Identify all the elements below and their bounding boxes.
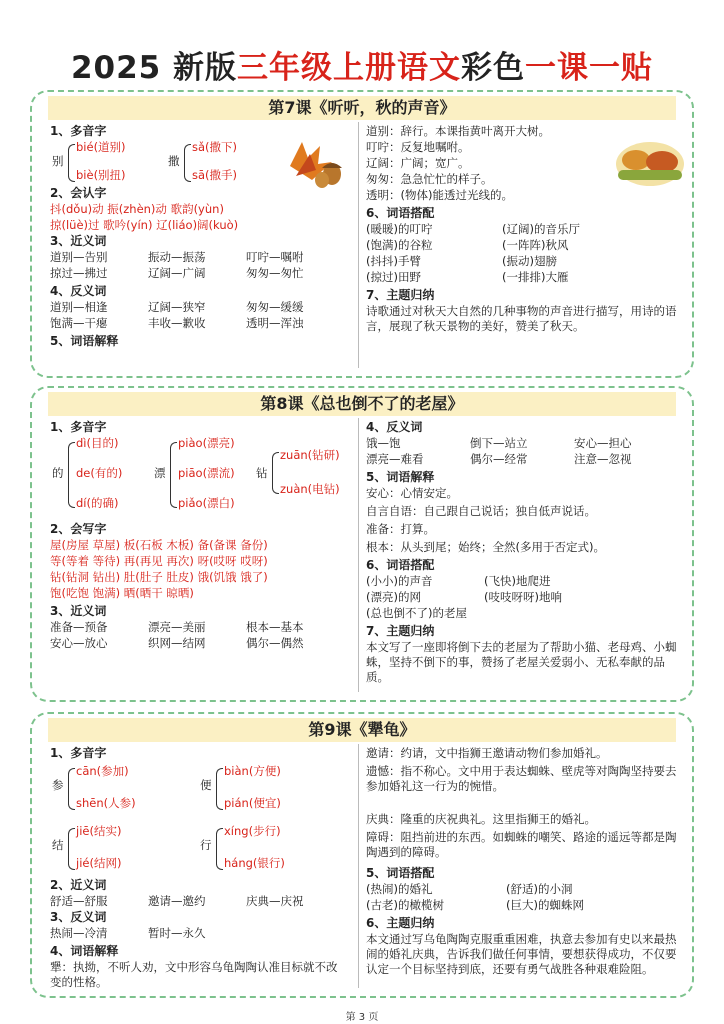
recognize-line: 掠(lüè)过 歌吟(yín) 辽(liáo)阔(kuò) <box>50 218 239 232</box>
collocation: (抖抖)手臂 <box>366 254 421 268</box>
explanation: 安心：心情安定。 <box>366 486 458 500</box>
collocation: (舒适)的小洞 <box>506 882 573 896</box>
lesson9-left <box>50 744 350 990</box>
poly-reading: biè(别扭) <box>76 168 126 182</box>
explanation: 道别：辞行。本课指黄叶离开大树。 <box>366 124 550 138</box>
poly-reading: piāo(漂流) <box>178 466 235 480</box>
poly-reading: piǎo(漂白) <box>178 496 235 510</box>
poly-char: 结 <box>52 838 64 852</box>
section-title: 3、近义词 <box>50 234 107 248</box>
antonym-pair: 热闹—冷清 <box>50 926 108 940</box>
lesson9-heading: 第9课《犟龟》 <box>48 718 676 742</box>
section-title: 2、会写字 <box>50 522 107 536</box>
lesson9-divider <box>358 744 359 988</box>
synonym-pair: 叮咛—嘱咐 <box>246 250 304 264</box>
poly-reading: zuàn(电钻) <box>280 482 340 496</box>
collocation: (总也倒不了)的老屋 <box>366 606 467 620</box>
poly-reading: piào(漂亮) <box>178 436 235 450</box>
write-line: 钻(钻洞 钻出) 肚(肚子 肚皮) 饿(饥饿 饿了) <box>50 570 268 584</box>
section-title: 4、反义词 <box>366 420 423 434</box>
lesson8-heading: 第8课《总也倒不了的老屋》 <box>48 392 676 416</box>
poly-char: 行 <box>200 838 212 852</box>
collocation: (小小)的声音 <box>366 574 433 588</box>
antonym-pair: 辽阔—狭窄 <box>148 300 206 314</box>
write-line: 饱(吃饱 饱满) 晒(晒干 晾晒) <box>50 586 194 600</box>
brace <box>68 768 75 810</box>
poly-char: 漂 <box>154 466 166 480</box>
antonym-pair: 倒下—站立 <box>470 436 528 450</box>
title-part1: 新版 <box>173 50 238 86</box>
autumn-landscape-icon <box>614 140 686 188</box>
brace <box>170 442 177 508</box>
section-title: 4、词语解释 <box>50 944 119 958</box>
collocation: (辽阔)的音乐厅 <box>502 222 580 236</box>
section-title: 7、主题归纳 <box>366 624 435 638</box>
poly-reading: dì(目的) <box>76 436 119 450</box>
synonym-pair: 舒适—舒服 <box>50 894 108 908</box>
synonym-pair: 准备—预备 <box>50 620 108 634</box>
poly-reading: xíng(步行) <box>224 824 281 838</box>
lesson8-card <box>30 386 694 702</box>
poly-char: 参 <box>52 778 64 792</box>
poly-char: 钻 <box>256 466 268 480</box>
antonym-pair: 安心—担心 <box>574 436 632 450</box>
explanation: 犟：执拗，不听人劝，文中形容乌龟陶陶认准目标就不改变的性格。 <box>50 960 338 989</box>
explanation: 匆匆：急急忙忙的样子。 <box>366 172 493 186</box>
collocation: (漂亮)的网 <box>366 590 421 604</box>
synonym-pair: 匆匆—匆忙 <box>246 266 304 280</box>
title-part3: 彩色 <box>461 50 526 86</box>
section-title: 6、词语搭配 <box>366 206 435 220</box>
lesson7-divider <box>358 122 359 368</box>
poly-reading: biàn(方便) <box>224 764 281 778</box>
section-title: 5、词语解释 <box>50 334 119 348</box>
poly-reading: háng(银行) <box>224 856 285 870</box>
theme-summary: 诗歌通过对秋天大自然的几种事物的声音进行描写，用诗的语言，展现了秋天景物的美好，赞美了秋天。 <box>366 304 677 333</box>
brace <box>68 442 75 508</box>
page-number: 第 3 页 <box>345 1012 379 1023</box>
collocation: (暖暖)的叮咛 <box>366 222 433 236</box>
title-part2: 三年级上册语文 <box>237 50 462 86</box>
poly-char: 撒 <box>168 154 180 168</box>
brace <box>184 144 191 182</box>
collocation: (掠过)田野 <box>366 270 421 284</box>
section-title: 2、会认字 <box>50 186 107 200</box>
antonym-pair: 饿—饱 <box>366 436 401 450</box>
explanation: 透明：(物体)能透过光线的。 <box>366 188 513 202</box>
explanation: 自言自语：自己跟自己说话；独自低声说话。 <box>366 504 596 518</box>
lesson7-left <box>50 122 350 370</box>
brace <box>272 452 279 494</box>
explanation: 障碍：阻挡前进的东西。如蜘蛛的嘲笑、路途的遥远等都是陶陶遇到的障碍。 <box>366 830 677 859</box>
explanation: 邀请：约请，文中指狮王邀请动物们参加婚礼。 <box>366 746 608 760</box>
poly-reading: shēn(人参) <box>76 796 136 810</box>
collocation: (飞快)地爬进 <box>484 574 551 588</box>
antonym-pair: 漂亮—难看 <box>366 452 424 466</box>
explanation: 遗憾：指不称心。文中用于表达蜘蛛、壁虎等对陶陶坚持要去参加婚礼这一行为的惋惜。 <box>366 764 677 793</box>
section-title: 1、多音字 <box>50 124 107 138</box>
lesson9-right <box>366 744 686 990</box>
lesson8-left <box>50 418 350 694</box>
poly-reading: cān(参加) <box>76 764 129 778</box>
antonym-pair: 注意—忽视 <box>574 452 632 466</box>
collocation: (一阵阵)秋风 <box>502 238 569 252</box>
explanation: 准备：打算。 <box>366 522 435 536</box>
synonym-pair: 振动—振荡 <box>148 250 206 264</box>
collocation: (热闹)的婚礼 <box>366 882 433 896</box>
poly-reading: bié(道别) <box>76 140 126 154</box>
page-title <box>0 42 724 87</box>
section-title: 6、主题归纳 <box>366 916 435 930</box>
poly-char: 便 <box>200 778 212 792</box>
synonym-pair: 辽阔—广阔 <box>148 266 206 280</box>
recognize-line: 抖(dǒu)动 振(zhèn)动 歌韵(yùn) <box>50 202 224 216</box>
antonym-pair: 道别—相逢 <box>50 300 108 314</box>
antonym-pair: 透明—浑浊 <box>246 316 304 330</box>
synonym-pair: 织网—结网 <box>148 636 206 650</box>
poly-reading: sǎ(撒下) <box>192 140 238 154</box>
antonym-pair: 饱满—干瘪 <box>50 316 108 330</box>
section-title: 3、反义词 <box>50 910 107 924</box>
autumn-leaf-acorn-icon <box>282 136 348 188</box>
section-title: 7、主题归纳 <box>366 288 435 302</box>
section-title: 5、词语搭配 <box>366 866 435 880</box>
lesson7-heading: 第7课《听听，秋的声音》 <box>48 96 676 120</box>
collocation: (吱吱呀呀)地响 <box>484 590 562 604</box>
write-line: 等(等着 等待) 再(再见 再次) 呀(哎呀 哎呀) <box>50 554 268 568</box>
collocation: (古老)的橄榄树 <box>366 898 444 912</box>
poly-reading: dí(的确) <box>76 496 119 510</box>
synonym-pair: 掠过—拂过 <box>50 266 108 280</box>
write-line: 屋(房屋 草屋) 板(石板 木板) 备(备课 备份) <box>50 538 268 552</box>
poly-reading: sā(撒手) <box>192 168 238 182</box>
synonym-pair: 漂亮—美丽 <box>148 620 206 634</box>
brace <box>216 828 223 870</box>
poly-char: 的 <box>52 466 64 480</box>
collocation: (饱满)的谷粒 <box>366 238 433 252</box>
explanation: 根本：从头到尾；始终；全然(多用于否定式)。 <box>366 540 605 554</box>
section-title: 1、多音字 <box>50 420 107 434</box>
poly-reading: de(有的) <box>76 466 123 480</box>
synonym-pair: 偶尔—偶然 <box>246 636 304 650</box>
antonym-pair: 暂时—永久 <box>148 926 206 940</box>
lesson8-right <box>366 418 686 694</box>
lesson7-card <box>30 90 694 378</box>
section-title: 5、词语解释 <box>366 470 435 484</box>
section-title: 6、词语搭配 <box>366 558 435 572</box>
synonym-pair: 根本—基本 <box>246 620 304 634</box>
synonym-pair: 道别—告别 <box>50 250 108 264</box>
antonym-pair: 丰收—歉收 <box>148 316 206 330</box>
poly-reading: jié(结网) <box>76 856 122 870</box>
lesson9-card <box>30 712 694 998</box>
synonym-pair: 安心—放心 <box>50 636 108 650</box>
theme-summary: 本文通过写乌龟陶陶克服重重困难，执意去参加有史以来最热闹的婚礼庆典，告诉我们做任何事情，要想获得成功，不仅要认定一个目标坚持到底，还要有勇气战胜各种艰难险阻。 <box>366 932 677 976</box>
section-title: 2、近义词 <box>50 878 107 892</box>
title-year: 2025 <box>70 50 162 86</box>
lesson8-divider <box>358 418 359 692</box>
collocation: (振动)翅膀 <box>502 254 557 268</box>
explanation: 辽阔：广阔；宽广。 <box>366 156 470 170</box>
poly-reading: jiē(结实) <box>76 824 122 838</box>
synonym-pair: 庆典—庆祝 <box>246 894 304 908</box>
poly-reading: pián(便宜) <box>224 796 281 810</box>
antonym-pair: 匆匆—缓缓 <box>246 300 304 314</box>
explanation: 叮咛：反复地嘱咐。 <box>366 140 470 154</box>
theme-summary: 本文写了一座即将倒下去的老屋为了帮助小猫、老母鸡、小蜘蛛，坚持不倒下的事，赞扬了老屋关爱弱小、无私奉献的品质。 <box>366 640 677 684</box>
antonym-pair: 偶尔—经常 <box>470 452 528 466</box>
brace <box>216 768 223 810</box>
section-title: 3、近义词 <box>50 604 107 618</box>
collocation: (一排排)大雁 <box>502 270 569 284</box>
section-title: 1、多音字 <box>50 746 107 760</box>
collocation: (巨大)的蜘蛛网 <box>506 898 584 912</box>
brace <box>68 828 75 870</box>
poly-reading: zuān(钻研) <box>280 448 340 462</box>
poly-char: 别 <box>52 154 64 168</box>
lesson7-right <box>366 122 686 370</box>
section-title: 4、反义词 <box>50 284 107 298</box>
title-part4: 一课一贴 <box>525 50 654 86</box>
brace <box>68 144 75 182</box>
explanation: 庆典：隆重的庆祝典礼。这里指狮王的婚礼。 <box>366 812 596 826</box>
synonym-pair: 邀请—邀约 <box>148 894 206 908</box>
